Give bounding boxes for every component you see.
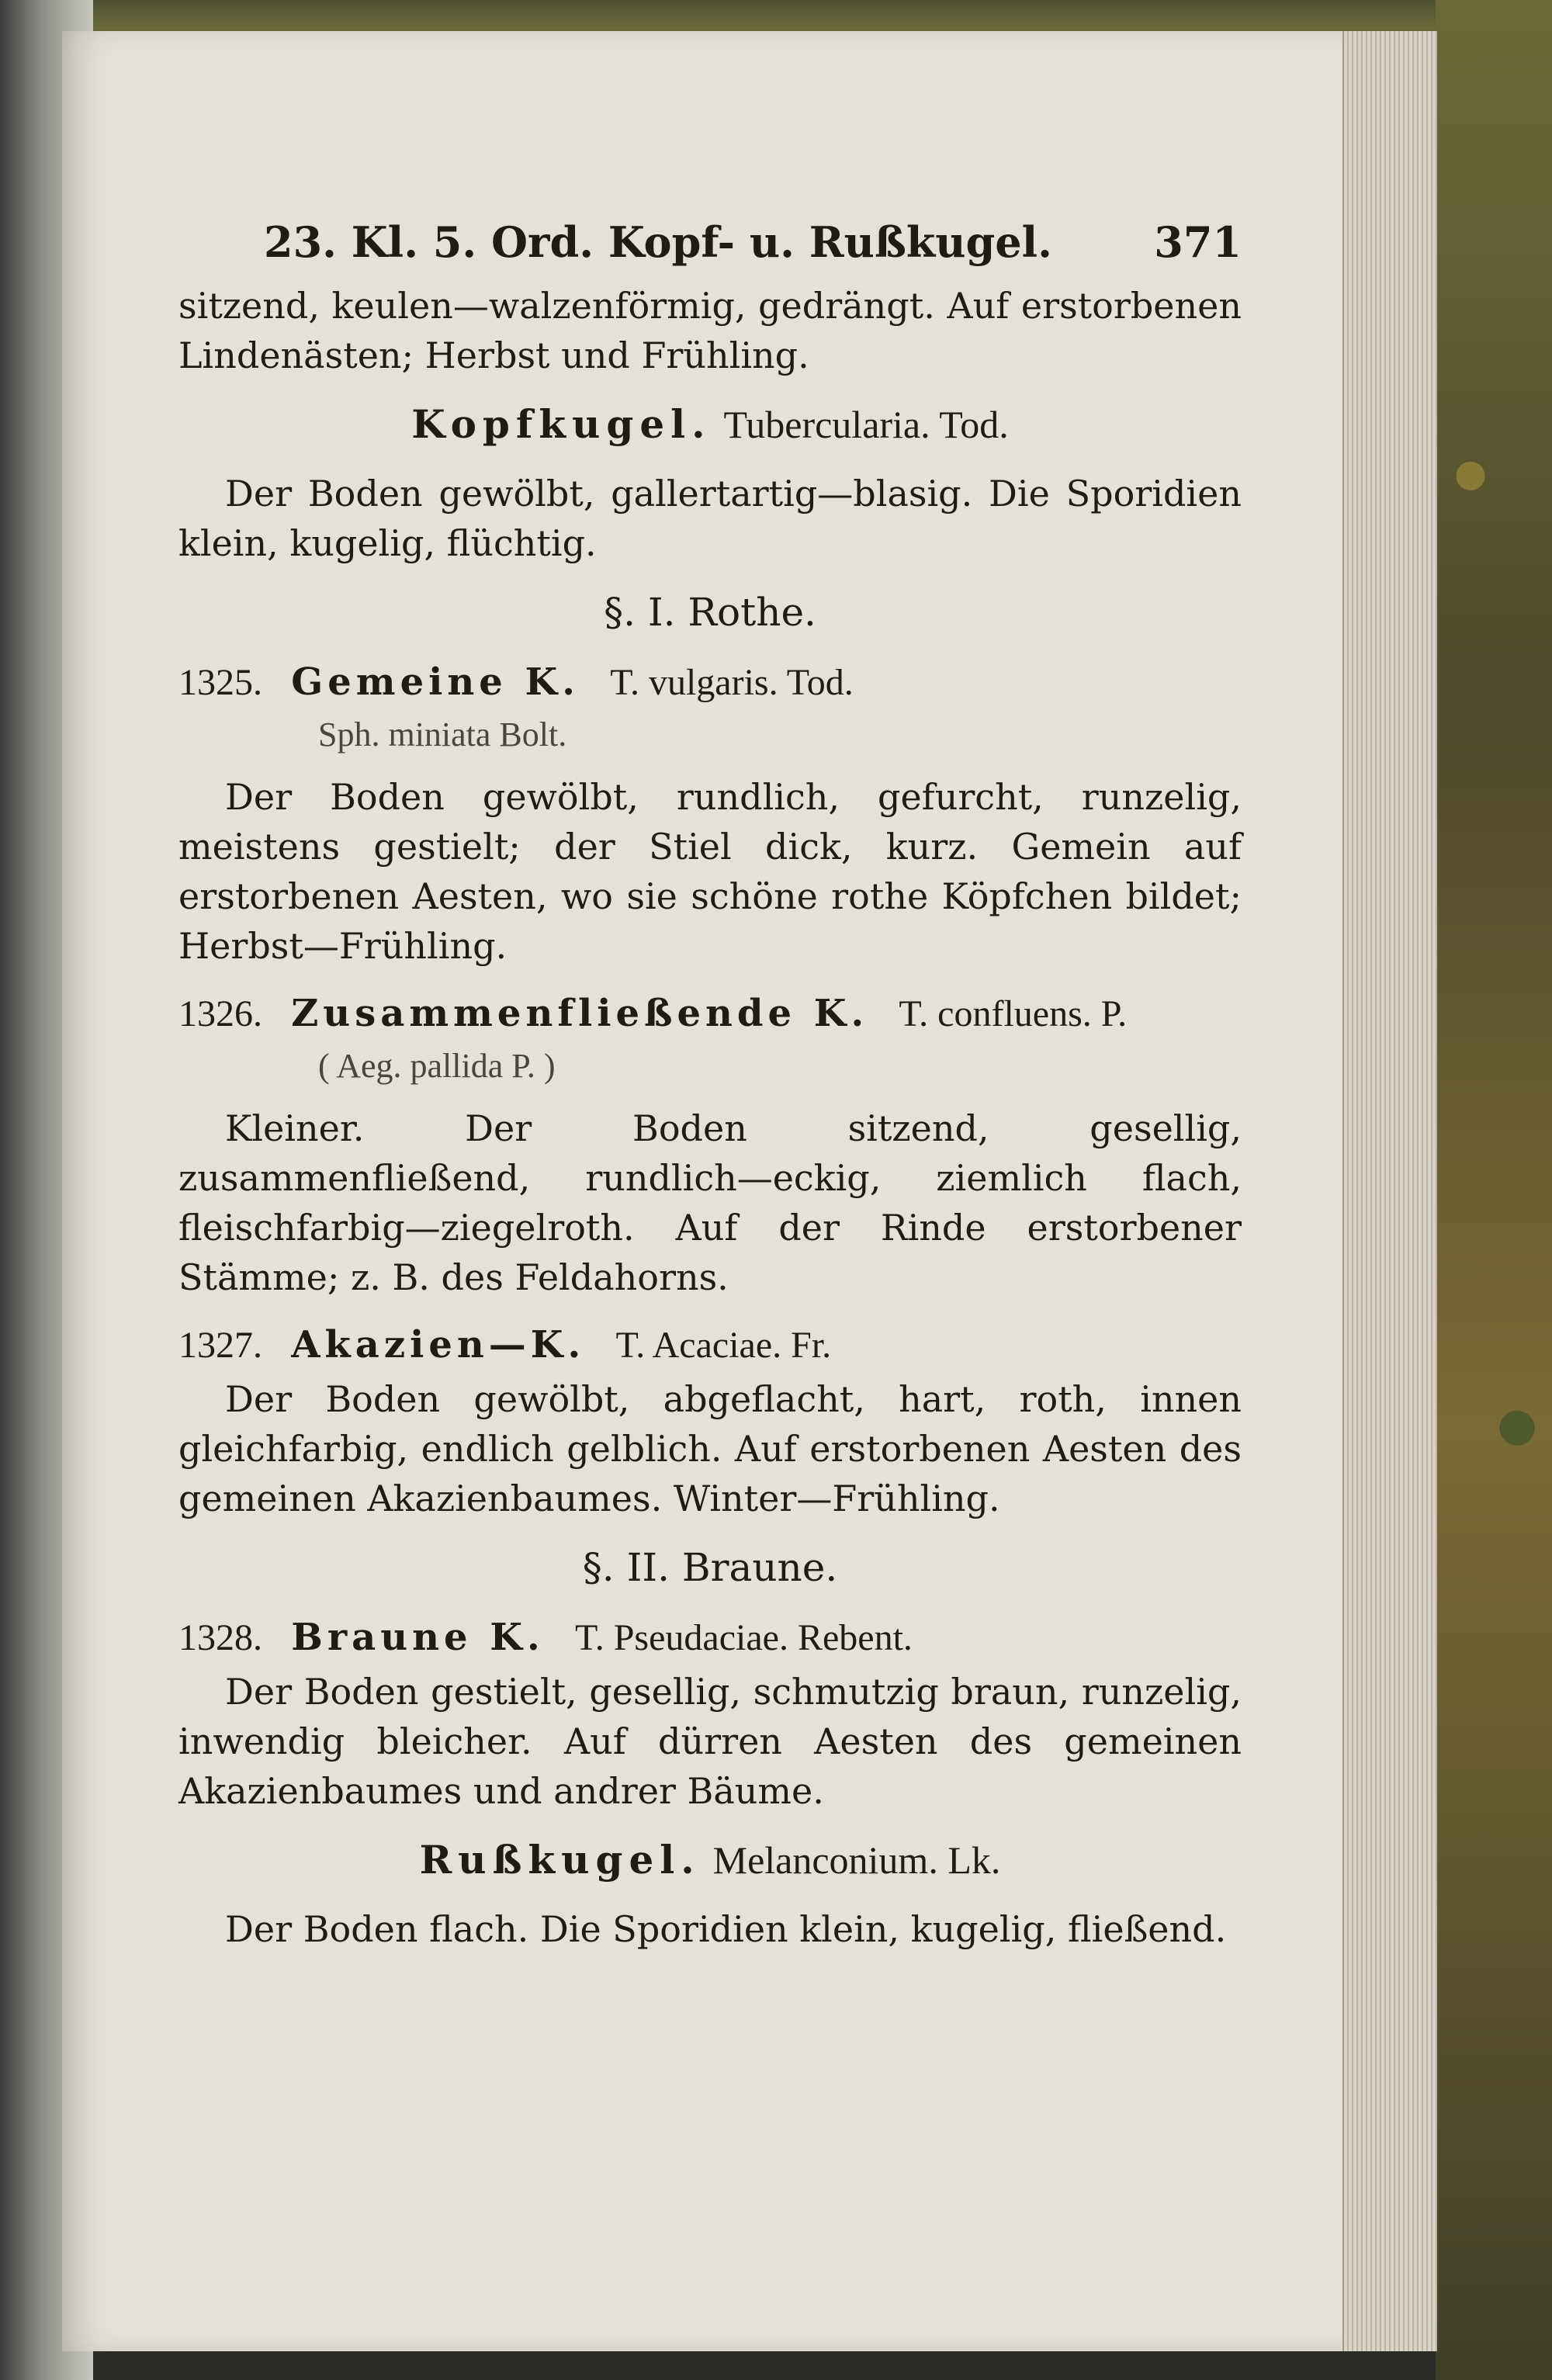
species-name: Gemeine K.	[291, 660, 580, 704]
species-latin: T. Acaciae. Fr.	[615, 1325, 832, 1366]
entry-number: 1327.	[178, 1325, 262, 1366]
section-heading-braune	[178, 1540, 1242, 1595]
section-title: Braune.	[681, 1545, 838, 1590]
genus-description: Der Boden flach. Die Sporidien klein, kugelig, fließend.	[225, 1908, 1227, 1950]
genus-latin: Melanconium. Lk.	[712, 1838, 1001, 1882]
species-name: Akazien—K.	[291, 1323, 586, 1367]
genus-name: Rußkugel.	[419, 1837, 701, 1883]
intro-paragraph: sitzend, keulen—walzenförmig, gedrängt. Auf erstorbenen Lindenästen; Herbst und Frühling.	[178, 285, 1242, 376]
genus-heading-kopfkugel	[178, 397, 1242, 452]
marbled-cover-right	[1436, 0, 1552, 2380]
entry-number: 1328.	[178, 1617, 262, 1658]
book-page	[62, 31, 1350, 2351]
species-name: Zusammenfließende K.	[291, 992, 869, 1035]
page-number: 371	[1154, 217, 1242, 267]
species-description: Der Boden gewölbt, rundlich, gefurcht, runzelig, meistens gestielt; der Stiel dick, kurz. Gemein auf erstorbenen Aesten, wo sie schöne rothe Köpfchen bildet; Herbst—Frühling.	[178, 776, 1242, 967]
entry-number: 1326.	[178, 993, 262, 1034]
running-header	[178, 217, 1242, 267]
species-description: Der Boden gewölbt, abgeflacht, hart, roth, innen gleichfarbig, endlich gelblich. Auf erstorbenen Aesten des gemeinen Akazienbaumes. Winter—Frühling.	[178, 1378, 1242, 1519]
section-label: §. I.	[604, 590, 676, 635]
page-content	[178, 217, 1242, 1971]
genus-name: Kopfkugel.	[411, 401, 712, 447]
section-heading-rothe	[178, 585, 1242, 639]
species-description: Der Boden gestielt, gesellig, schmutzig braun, runzelig, inwendig bleicher. Auf dürren Aesten des gemeinen Akazienbaumes und andrer Bäume.	[178, 1671, 1242, 1812]
species-latin: T. vulgaris. Tod.	[610, 662, 854, 703]
section-title: Rothe.	[688, 590, 816, 635]
species-synonym: ( Aeg. pallida P. )	[318, 1047, 556, 1085]
genus-latin: Tubercularia. Tod.	[723, 403, 1009, 446]
running-title: 23. Kl. 5. Ord. Kopf- u. Rußkugel.	[264, 217, 1052, 267]
genus-description: Der Boden gewölbt, gallertartig—blasig. Die Sporidien klein, kugelig, flüchtig.	[178, 473, 1242, 564]
species-entry-1326	[178, 988, 1242, 1040]
species-entry-1325	[178, 656, 1242, 708]
species-name: Braune K.	[291, 1616, 545, 1659]
species-latin: T. Pseudaciae. Rebent.	[574, 1617, 913, 1658]
entry-number: 1325.	[178, 662, 262, 703]
species-entry-1327	[178, 1319, 1242, 1371]
section-label: §. II.	[582, 1545, 670, 1590]
species-synonym: Sph. miniata Bolt.	[318, 715, 567, 753]
species-entry-1328	[178, 1612, 1242, 1664]
species-description: Kleiner. Der Boden sitzend, gesellig, zusammenfließend, rundlich—eckig, ziemlich flach, fleischfarbig—ziegelroth. Auf der Rinde erstorbener Stämme; z. B. des Feldahorns.	[178, 1107, 1242, 1298]
species-latin: T. confluens. P.	[899, 993, 1128, 1034]
genus-heading-russkugel	[178, 1833, 1242, 1887]
page-edges	[1342, 31, 1437, 2351]
